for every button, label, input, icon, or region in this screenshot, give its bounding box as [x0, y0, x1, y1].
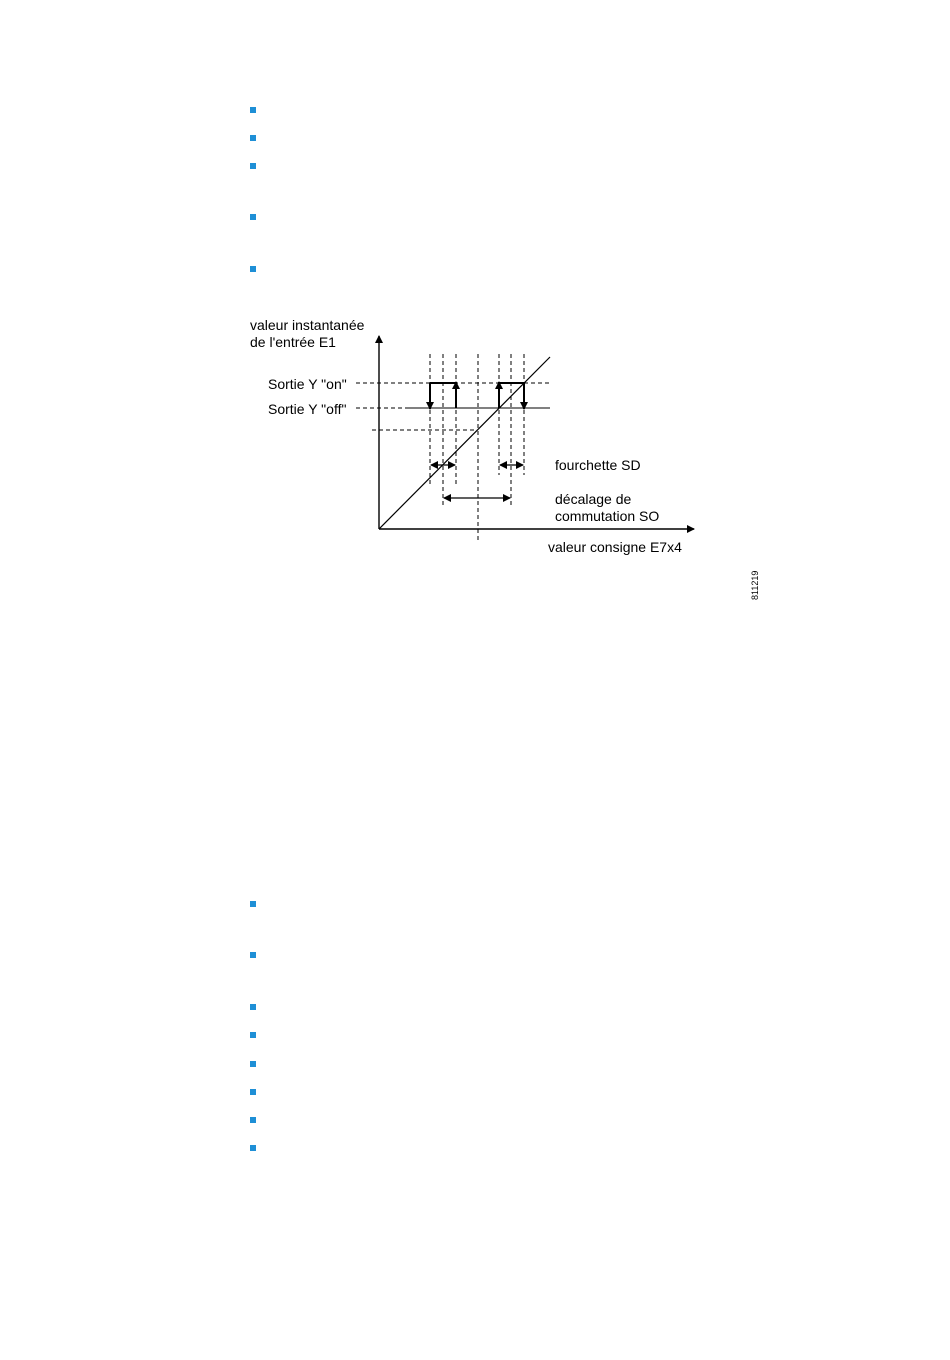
vertical-dashed-lines [430, 354, 524, 540]
figure-code: 811219 [750, 570, 760, 600]
sd-label: fourchette SD [555, 457, 641, 473]
so-label-line1: décalage de [555, 491, 632, 507]
x-axis-label: valeur consigne E7x4 [548, 539, 682, 555]
bullet-marker [250, 952, 256, 958]
bullet-marker [250, 1145, 256, 1151]
y-axis-label-line2: de l'entrée E1 [250, 334, 336, 350]
bullet-marker [250, 1032, 256, 1038]
off-label: Sortie Y "off" [268, 401, 347, 417]
bullet-marker [250, 1061, 256, 1067]
bullet-marker [250, 901, 256, 907]
bullet-marker [250, 1117, 256, 1123]
so-label-line2: commutation SO [555, 508, 660, 524]
y-axis-label-line1: valeur instantanée [250, 317, 365, 333]
on-label: Sortie Y "on" [268, 376, 347, 392]
bullet-marker [250, 1004, 256, 1010]
bullet-marker [250, 1089, 256, 1095]
switching-diagram [0, 0, 950, 640]
